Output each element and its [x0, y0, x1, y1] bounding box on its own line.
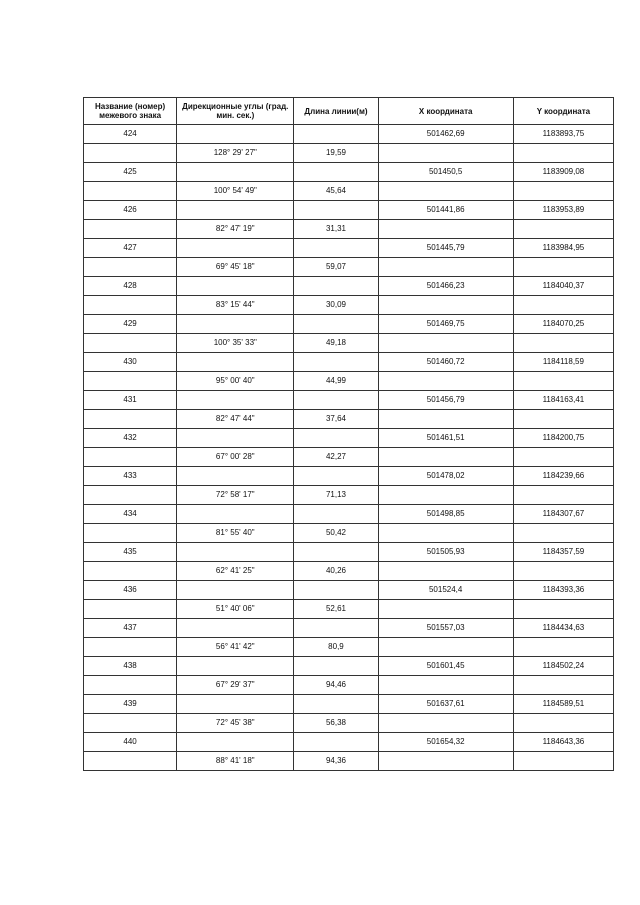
y-coordinate-cell: 1184118,59: [513, 353, 613, 372]
table-row-segment: [84, 638, 614, 657]
point-name-cell: 439: [84, 695, 177, 714]
point-name-cell: 426: [84, 201, 177, 220]
empty-cell: [378, 448, 513, 467]
line-length-cell: 52,61: [294, 600, 378, 619]
x-coordinate-cell: 501450,5: [378, 163, 513, 182]
empty-cell: [294, 619, 378, 638]
empty-cell: [513, 334, 613, 353]
table-row-point: [84, 543, 614, 562]
table-row-point: [84, 695, 614, 714]
empty-cell: [294, 239, 378, 258]
empty-cell: [177, 733, 294, 752]
y-coordinate-cell: 1183984,95: [513, 239, 613, 258]
table-row-segment: [84, 258, 614, 277]
empty-cell: [177, 429, 294, 448]
x-coordinate-cell: 501524,4: [378, 581, 513, 600]
bearing-angle-cell: 100° 54' 49": [177, 182, 294, 201]
point-name-cell: 427: [84, 239, 177, 258]
y-coordinate-cell: 1184200,75: [513, 429, 613, 448]
empty-cell: [513, 714, 613, 733]
bearing-angle-cell: 83° 15' 44": [177, 296, 294, 315]
line-length-cell: 49,18: [294, 334, 378, 353]
table-row-segment: [84, 334, 614, 353]
empty-cell: [84, 258, 177, 277]
y-coordinate-cell: 1184239,66: [513, 467, 613, 486]
point-name-cell: 436: [84, 581, 177, 600]
empty-cell: [513, 676, 613, 695]
y-coordinate-cell: 1184357,59: [513, 543, 613, 562]
empty-cell: [513, 752, 613, 771]
empty-cell: [294, 581, 378, 600]
bearing-angle-cell: 128° 29' 27": [177, 144, 294, 163]
empty-cell: [84, 676, 177, 695]
table-row-segment: [84, 524, 614, 543]
y-coordinate-cell: 1184502,24: [513, 657, 613, 676]
header-line-length: Длина линии(м): [294, 98, 378, 125]
x-coordinate-cell: 501654,32: [378, 733, 513, 752]
empty-cell: [177, 201, 294, 220]
empty-cell: [378, 220, 513, 239]
table-row-point: [84, 239, 614, 258]
table-row-point: [84, 277, 614, 296]
empty-cell: [378, 258, 513, 277]
empty-cell: [378, 752, 513, 771]
line-length-cell: 37,64: [294, 410, 378, 429]
table-row-point: [84, 391, 614, 410]
empty-cell: [177, 543, 294, 562]
table-row-segment: [84, 714, 614, 733]
line-length-cell: 94,36: [294, 752, 378, 771]
point-name-cell: 438: [84, 657, 177, 676]
empty-cell: [513, 220, 613, 239]
table-row-segment: [84, 448, 614, 467]
empty-cell: [294, 543, 378, 562]
header-y-coordinate: Y координата: [513, 98, 613, 125]
table-row-point: [84, 201, 614, 220]
empty-cell: [84, 144, 177, 163]
table-row-segment: [84, 220, 614, 239]
empty-cell: [177, 163, 294, 182]
empty-cell: [378, 334, 513, 353]
empty-cell: [378, 410, 513, 429]
line-length-cell: 40,26: [294, 562, 378, 581]
empty-cell: [84, 638, 177, 657]
point-name-cell: 435: [84, 543, 177, 562]
x-coordinate-cell: 501441,86: [378, 201, 513, 220]
line-length-cell: 42,27: [294, 448, 378, 467]
header-point-name: Название (номер) межевого знака: [84, 98, 177, 125]
x-coordinate-cell: 501445,79: [378, 239, 513, 258]
empty-cell: [378, 600, 513, 619]
x-coordinate-cell: 501478,02: [378, 467, 513, 486]
point-name-cell: 437: [84, 619, 177, 638]
empty-cell: [84, 600, 177, 619]
bearing-angle-cell: 72° 58' 17": [177, 486, 294, 505]
empty-cell: [294, 391, 378, 410]
table-row-point: [84, 733, 614, 752]
bearing-angle-cell: 100° 35' 33": [177, 334, 294, 353]
empty-cell: [378, 562, 513, 581]
bearing-angle-cell: 95° 00' 40": [177, 372, 294, 391]
boundary-coordinates-table: [83, 97, 614, 771]
empty-cell: [294, 695, 378, 714]
y-coordinate-cell: 1184393,36: [513, 581, 613, 600]
empty-cell: [513, 372, 613, 391]
empty-cell: [513, 638, 613, 657]
x-coordinate-cell: 501469,75: [378, 315, 513, 334]
empty-cell: [294, 163, 378, 182]
empty-cell: [177, 391, 294, 410]
empty-cell: [177, 467, 294, 486]
table-row-point: [84, 581, 614, 600]
bearing-angle-cell: 67° 00' 28": [177, 448, 294, 467]
empty-cell: [177, 239, 294, 258]
table-row-segment: [84, 372, 614, 391]
x-coordinate-cell: 501637,61: [378, 695, 513, 714]
table-row-segment: [84, 486, 614, 505]
bearing-angle-cell: 51° 40' 06": [177, 600, 294, 619]
table-row-point: [84, 429, 614, 448]
empty-cell: [294, 429, 378, 448]
y-coordinate-cell: 1184589,51: [513, 695, 613, 714]
y-coordinate-cell: 1183909,08: [513, 163, 613, 182]
table-row-point: [84, 125, 614, 144]
empty-cell: [84, 448, 177, 467]
y-coordinate-cell: 1184163,41: [513, 391, 613, 410]
empty-cell: [513, 448, 613, 467]
bearing-angle-cell: 69° 45' 18": [177, 258, 294, 277]
point-name-cell: 428: [84, 277, 177, 296]
x-coordinate-cell: 501462,69: [378, 125, 513, 144]
empty-cell: [378, 296, 513, 315]
empty-cell: [84, 752, 177, 771]
empty-cell: [378, 524, 513, 543]
x-coordinate-cell: 501466,23: [378, 277, 513, 296]
table-row-segment: [84, 144, 614, 163]
empty-cell: [84, 562, 177, 581]
y-coordinate-cell: 1184040,37: [513, 277, 613, 296]
empty-cell: [177, 619, 294, 638]
empty-cell: [378, 676, 513, 695]
table-row-segment: [84, 410, 614, 429]
line-length-cell: 50,42: [294, 524, 378, 543]
line-length-cell: 30,09: [294, 296, 378, 315]
empty-cell: [513, 144, 613, 163]
empty-cell: [84, 334, 177, 353]
empty-cell: [513, 258, 613, 277]
x-coordinate-cell: 501601,45: [378, 657, 513, 676]
x-coordinate-cell: 501456,79: [378, 391, 513, 410]
empty-cell: [177, 657, 294, 676]
y-coordinate-cell: 1184070,25: [513, 315, 613, 334]
table-row-point: [84, 467, 614, 486]
empty-cell: [378, 486, 513, 505]
line-length-cell: 56,38: [294, 714, 378, 733]
empty-cell: [84, 714, 177, 733]
empty-cell: [294, 277, 378, 296]
empty-cell: [177, 353, 294, 372]
empty-cell: [177, 315, 294, 334]
point-name-cell: 424: [84, 125, 177, 144]
line-length-cell: 44,99: [294, 372, 378, 391]
y-coordinate-cell: 1183893,75: [513, 125, 613, 144]
table-body: [84, 125, 614, 771]
line-length-cell: 19,59: [294, 144, 378, 163]
empty-cell: [177, 277, 294, 296]
line-length-cell: 71,13: [294, 486, 378, 505]
line-length-cell: 80,9: [294, 638, 378, 657]
line-length-cell: 94,46: [294, 676, 378, 695]
table-row-point: [84, 315, 614, 334]
empty-cell: [294, 733, 378, 752]
x-coordinate-cell: 501461,51: [378, 429, 513, 448]
bearing-angle-cell: 67° 29' 37": [177, 676, 294, 695]
x-coordinate-cell: 501460,72: [378, 353, 513, 372]
empty-cell: [84, 524, 177, 543]
header-x-coordinate: X координата: [378, 98, 513, 125]
table-row-point: [84, 353, 614, 372]
x-coordinate-cell: 501557,03: [378, 619, 513, 638]
empty-cell: [513, 600, 613, 619]
table-row-segment: [84, 562, 614, 581]
empty-cell: [378, 638, 513, 657]
line-length-cell: 31,31: [294, 220, 378, 239]
empty-cell: [84, 182, 177, 201]
line-length-cell: 59,07: [294, 258, 378, 277]
header-bearing-angle: Дирекционные углы (град. мин. сек.): [177, 98, 294, 125]
table-row-segment: [84, 752, 614, 771]
bearing-angle-cell: 72° 45' 38": [177, 714, 294, 733]
table-row-point: [84, 657, 614, 676]
empty-cell: [177, 125, 294, 144]
empty-cell: [177, 505, 294, 524]
table-row-segment: [84, 182, 614, 201]
y-coordinate-cell: 1183953,89: [513, 201, 613, 220]
point-name-cell: 440: [84, 733, 177, 752]
table-row-segment: [84, 676, 614, 695]
y-coordinate-cell: 1184434,63: [513, 619, 613, 638]
line-length-cell: 45,64: [294, 182, 378, 201]
bearing-angle-cell: 56° 41' 42": [177, 638, 294, 657]
empty-cell: [513, 410, 613, 429]
point-name-cell: 429: [84, 315, 177, 334]
empty-cell: [378, 714, 513, 733]
bearing-angle-cell: 81° 55' 40": [177, 524, 294, 543]
empty-cell: [513, 562, 613, 581]
point-name-cell: 431: [84, 391, 177, 410]
x-coordinate-cell: 501498,85: [378, 505, 513, 524]
empty-cell: [177, 695, 294, 714]
empty-cell: [294, 201, 378, 220]
empty-cell: [84, 410, 177, 429]
bearing-angle-cell: 88° 41' 18": [177, 752, 294, 771]
bearing-angle-cell: 62° 41' 25": [177, 562, 294, 581]
empty-cell: [294, 353, 378, 372]
table-header-row: [84, 98, 614, 125]
empty-cell: [513, 486, 613, 505]
empty-cell: [294, 125, 378, 144]
table-row-segment: [84, 296, 614, 315]
empty-cell: [378, 144, 513, 163]
table-row-point: [84, 505, 614, 524]
point-name-cell: 430: [84, 353, 177, 372]
point-name-cell: 434: [84, 505, 177, 524]
empty-cell: [177, 581, 294, 600]
empty-cell: [84, 220, 177, 239]
empty-cell: [513, 296, 613, 315]
table-row-point: [84, 619, 614, 638]
y-coordinate-cell: 1184307,67: [513, 505, 613, 524]
bearing-angle-cell: 82° 47' 19": [177, 220, 294, 239]
x-coordinate-cell: 501505,93: [378, 543, 513, 562]
point-name-cell: 433: [84, 467, 177, 486]
y-coordinate-cell: 1184643,36: [513, 733, 613, 752]
empty-cell: [378, 182, 513, 201]
empty-cell: [84, 486, 177, 505]
table-row-point: [84, 163, 614, 182]
bearing-angle-cell: 82° 47' 44": [177, 410, 294, 429]
point-name-cell: 425: [84, 163, 177, 182]
empty-cell: [294, 315, 378, 334]
empty-cell: [513, 182, 613, 201]
empty-cell: [294, 467, 378, 486]
empty-cell: [294, 657, 378, 676]
empty-cell: [294, 505, 378, 524]
empty-cell: [84, 296, 177, 315]
empty-cell: [84, 372, 177, 391]
point-name-cell: 432: [84, 429, 177, 448]
empty-cell: [378, 372, 513, 391]
empty-cell: [513, 524, 613, 543]
table-row-segment: [84, 600, 614, 619]
